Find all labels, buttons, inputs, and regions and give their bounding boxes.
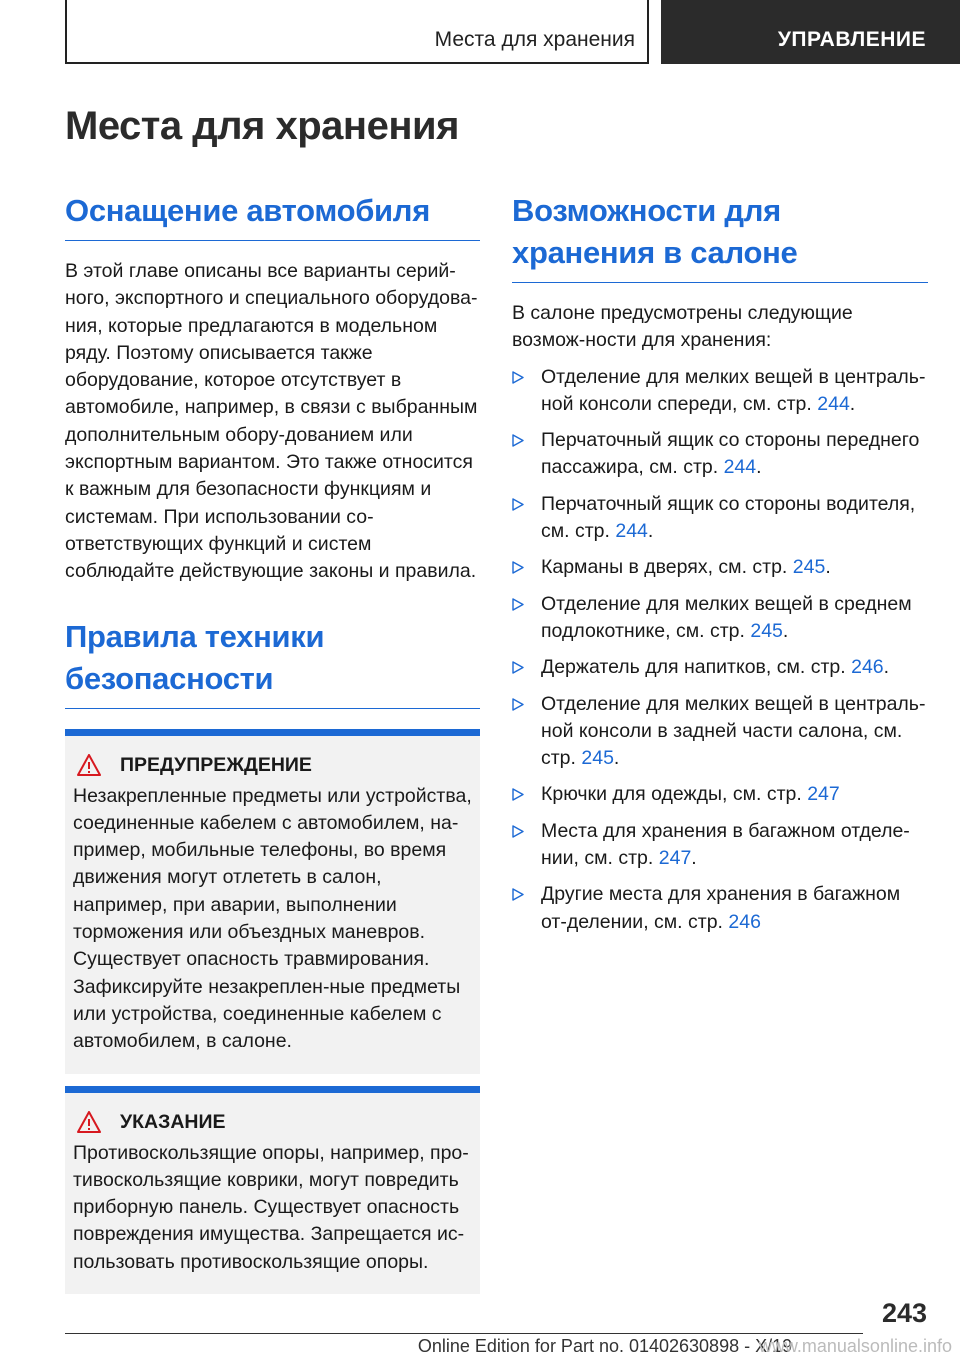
header-section-tab bbox=[661, 0, 960, 64]
header-section-label: УПРАВЛЕНИЕ bbox=[777, 28, 926, 51]
list-item bbox=[512, 591, 928, 646]
page-number: 243 bbox=[881, 1298, 927, 1328]
heading-storage: Возможности для хранения в салоне bbox=[512, 193, 798, 270]
list-item bbox=[512, 491, 928, 546]
warning-text: Незакрепленные предметы или устройства, соединенные кабелем с автомобилем, на-пример, мобильные телефоны, во время движения могут отлететь в салон, например, при аварии, выполнении торможения или объездных маневров. Существует опасность травмирования. Зафиксируйте незакреплен-ные предметы или устройства, соединенные кабелем с автомобилем, в салоне. bbox=[73, 784, 472, 1053]
right-column bbox=[512, 190, 928, 936]
list-item-text: Отделение для мелких вещей в централь-ной консоли спереди, см. стр. bbox=[541, 365, 926, 415]
notice-text: Противоскользящие опоры, например, про-тивоскользящие коврики, могут повредить приборную панель. Существует опасность повреждения имущества. Запрещается ис-пользовать противоскользящие опоры. bbox=[73, 1141, 469, 1273]
list-item bbox=[512, 818, 928, 873]
heading-rule bbox=[512, 282, 928, 283]
notice-title: УКАЗАНИЕ bbox=[120, 1110, 226, 1133]
page-reference-link[interactable]: 247 bbox=[658, 847, 692, 870]
list-item-text: Другие места для хранения в багажном от-делении, см. стр. bbox=[541, 883, 901, 933]
list-item bbox=[512, 691, 928, 773]
list-item-end: . bbox=[691, 847, 697, 870]
list-item-end: . bbox=[647, 520, 654, 543]
page-reference-link[interactable]: 244 bbox=[723, 456, 757, 479]
storage-intro: В салоне предусмотрены следующие возмож-ности для хранения: bbox=[512, 302, 853, 352]
triangle-bullet-icon bbox=[512, 371, 524, 384]
page-reference-link[interactable]: 245 bbox=[581, 747, 614, 770]
triangle-bullet-icon bbox=[512, 498, 524, 511]
list-item-end: . bbox=[883, 656, 890, 679]
header-frame bbox=[65, 0, 649, 64]
footer bbox=[0, 1336, 960, 1357]
heading-safety: Правила техники безопасности bbox=[65, 618, 325, 696]
footer-site: www.manualsonline.info bbox=[758, 1336, 952, 1356]
list-item-text: Держатель для напитков, см. стр. bbox=[541, 656, 852, 679]
warning-title: ПРЕДУПРЕЖДЕНИЕ bbox=[120, 753, 312, 776]
page-reference-link[interactable]: 246 bbox=[728, 910, 761, 933]
left-column bbox=[65, 190, 480, 1294]
list-item bbox=[512, 427, 928, 482]
warning-box bbox=[65, 729, 480, 1074]
triangle-bullet-icon bbox=[512, 561, 524, 574]
list-item-end: . bbox=[782, 619, 789, 642]
page-reference-link[interactable]: 245 bbox=[792, 556, 826, 579]
triangle-bullet-icon bbox=[512, 698, 524, 711]
page-title: Места для хранения bbox=[65, 104, 459, 148]
warning-header bbox=[73, 754, 472, 777]
list-item bbox=[512, 654, 928, 681]
header-chapter-title: Места для хранения bbox=[434, 28, 635, 51]
heading-rule bbox=[65, 240, 480, 241]
triangle-bullet-icon bbox=[512, 825, 524, 838]
triangle-bullet-icon bbox=[512, 888, 524, 901]
footer-edition: Online Edition for Part no. 01402630898 - X/19 bbox=[417, 1336, 793, 1356]
page-reference-link[interactable]: 244 bbox=[615, 520, 648, 543]
list-item-text: Перчаточный ящик со стороны переднего пассажира, см. стр. bbox=[541, 429, 920, 479]
page-reference-link[interactable]: 246 bbox=[851, 656, 884, 679]
equipment-paragraph: В этой главе описаны все варианты серий-ного, экспортного и специального оборудова-ния, которые предлагаются в модельном ряду. Поэтому описывается также оборудование, которое отсутствует в автомобиле, например, в связи с выбранным дополнительным обору-дованием или экспортным вариантом. Это также относится к важным для безопасности функциям и системам. При использовании со-ответствующих функций и систем соблюдайте действующие законы и правила. bbox=[65, 260, 478, 583]
triangle-bullet-icon bbox=[512, 598, 524, 611]
list-item-text: Отделение для мелких вещей в централь-ной консоли в задней части салона, см. стр. bbox=[541, 692, 926, 770]
page-reference-link[interactable]: 245 bbox=[750, 619, 783, 642]
list-item-end: . bbox=[613, 747, 620, 770]
page-reference-link[interactable]: 244 bbox=[817, 392, 850, 415]
storage-list bbox=[512, 364, 928, 936]
list-item-end: . bbox=[825, 556, 831, 579]
notice-box bbox=[65, 1086, 480, 1294]
warning-triangle-icon bbox=[77, 1111, 101, 1133]
list-item-text: Карманы в дверях, см. стр. bbox=[541, 556, 793, 579]
list-item-end: . bbox=[849, 392, 856, 415]
list-item bbox=[512, 881, 928, 936]
warning-triangle-icon bbox=[77, 754, 101, 776]
list-item bbox=[512, 554, 928, 581]
footer-rule bbox=[65, 1333, 863, 1334]
notice-header bbox=[73, 1111, 472, 1134]
page-reference-link[interactable]: 247 bbox=[807, 783, 840, 806]
list-item-text: Отделение для мелких вещей в среднем подлокотнике, см. стр. bbox=[541, 592, 912, 642]
heading-equipment: Оснащение автомобиля bbox=[65, 193, 430, 228]
list-item-text: Крючки для одежды, см. стр. bbox=[541, 783, 808, 806]
list-item bbox=[512, 364, 928, 419]
list-item bbox=[512, 781, 928, 808]
list-item-text: Перчаточный ящик со стороны водителя, см. стр. bbox=[541, 492, 916, 543]
triangle-bullet-icon bbox=[512, 788, 524, 801]
heading-rule bbox=[65, 708, 480, 709]
list-item-end: . bbox=[756, 456, 762, 479]
list-item-text: Места для хранения в багажном отделе-нии, см. стр. bbox=[541, 819, 910, 870]
triangle-bullet-icon bbox=[512, 434, 524, 447]
triangle-bullet-icon bbox=[512, 661, 524, 674]
